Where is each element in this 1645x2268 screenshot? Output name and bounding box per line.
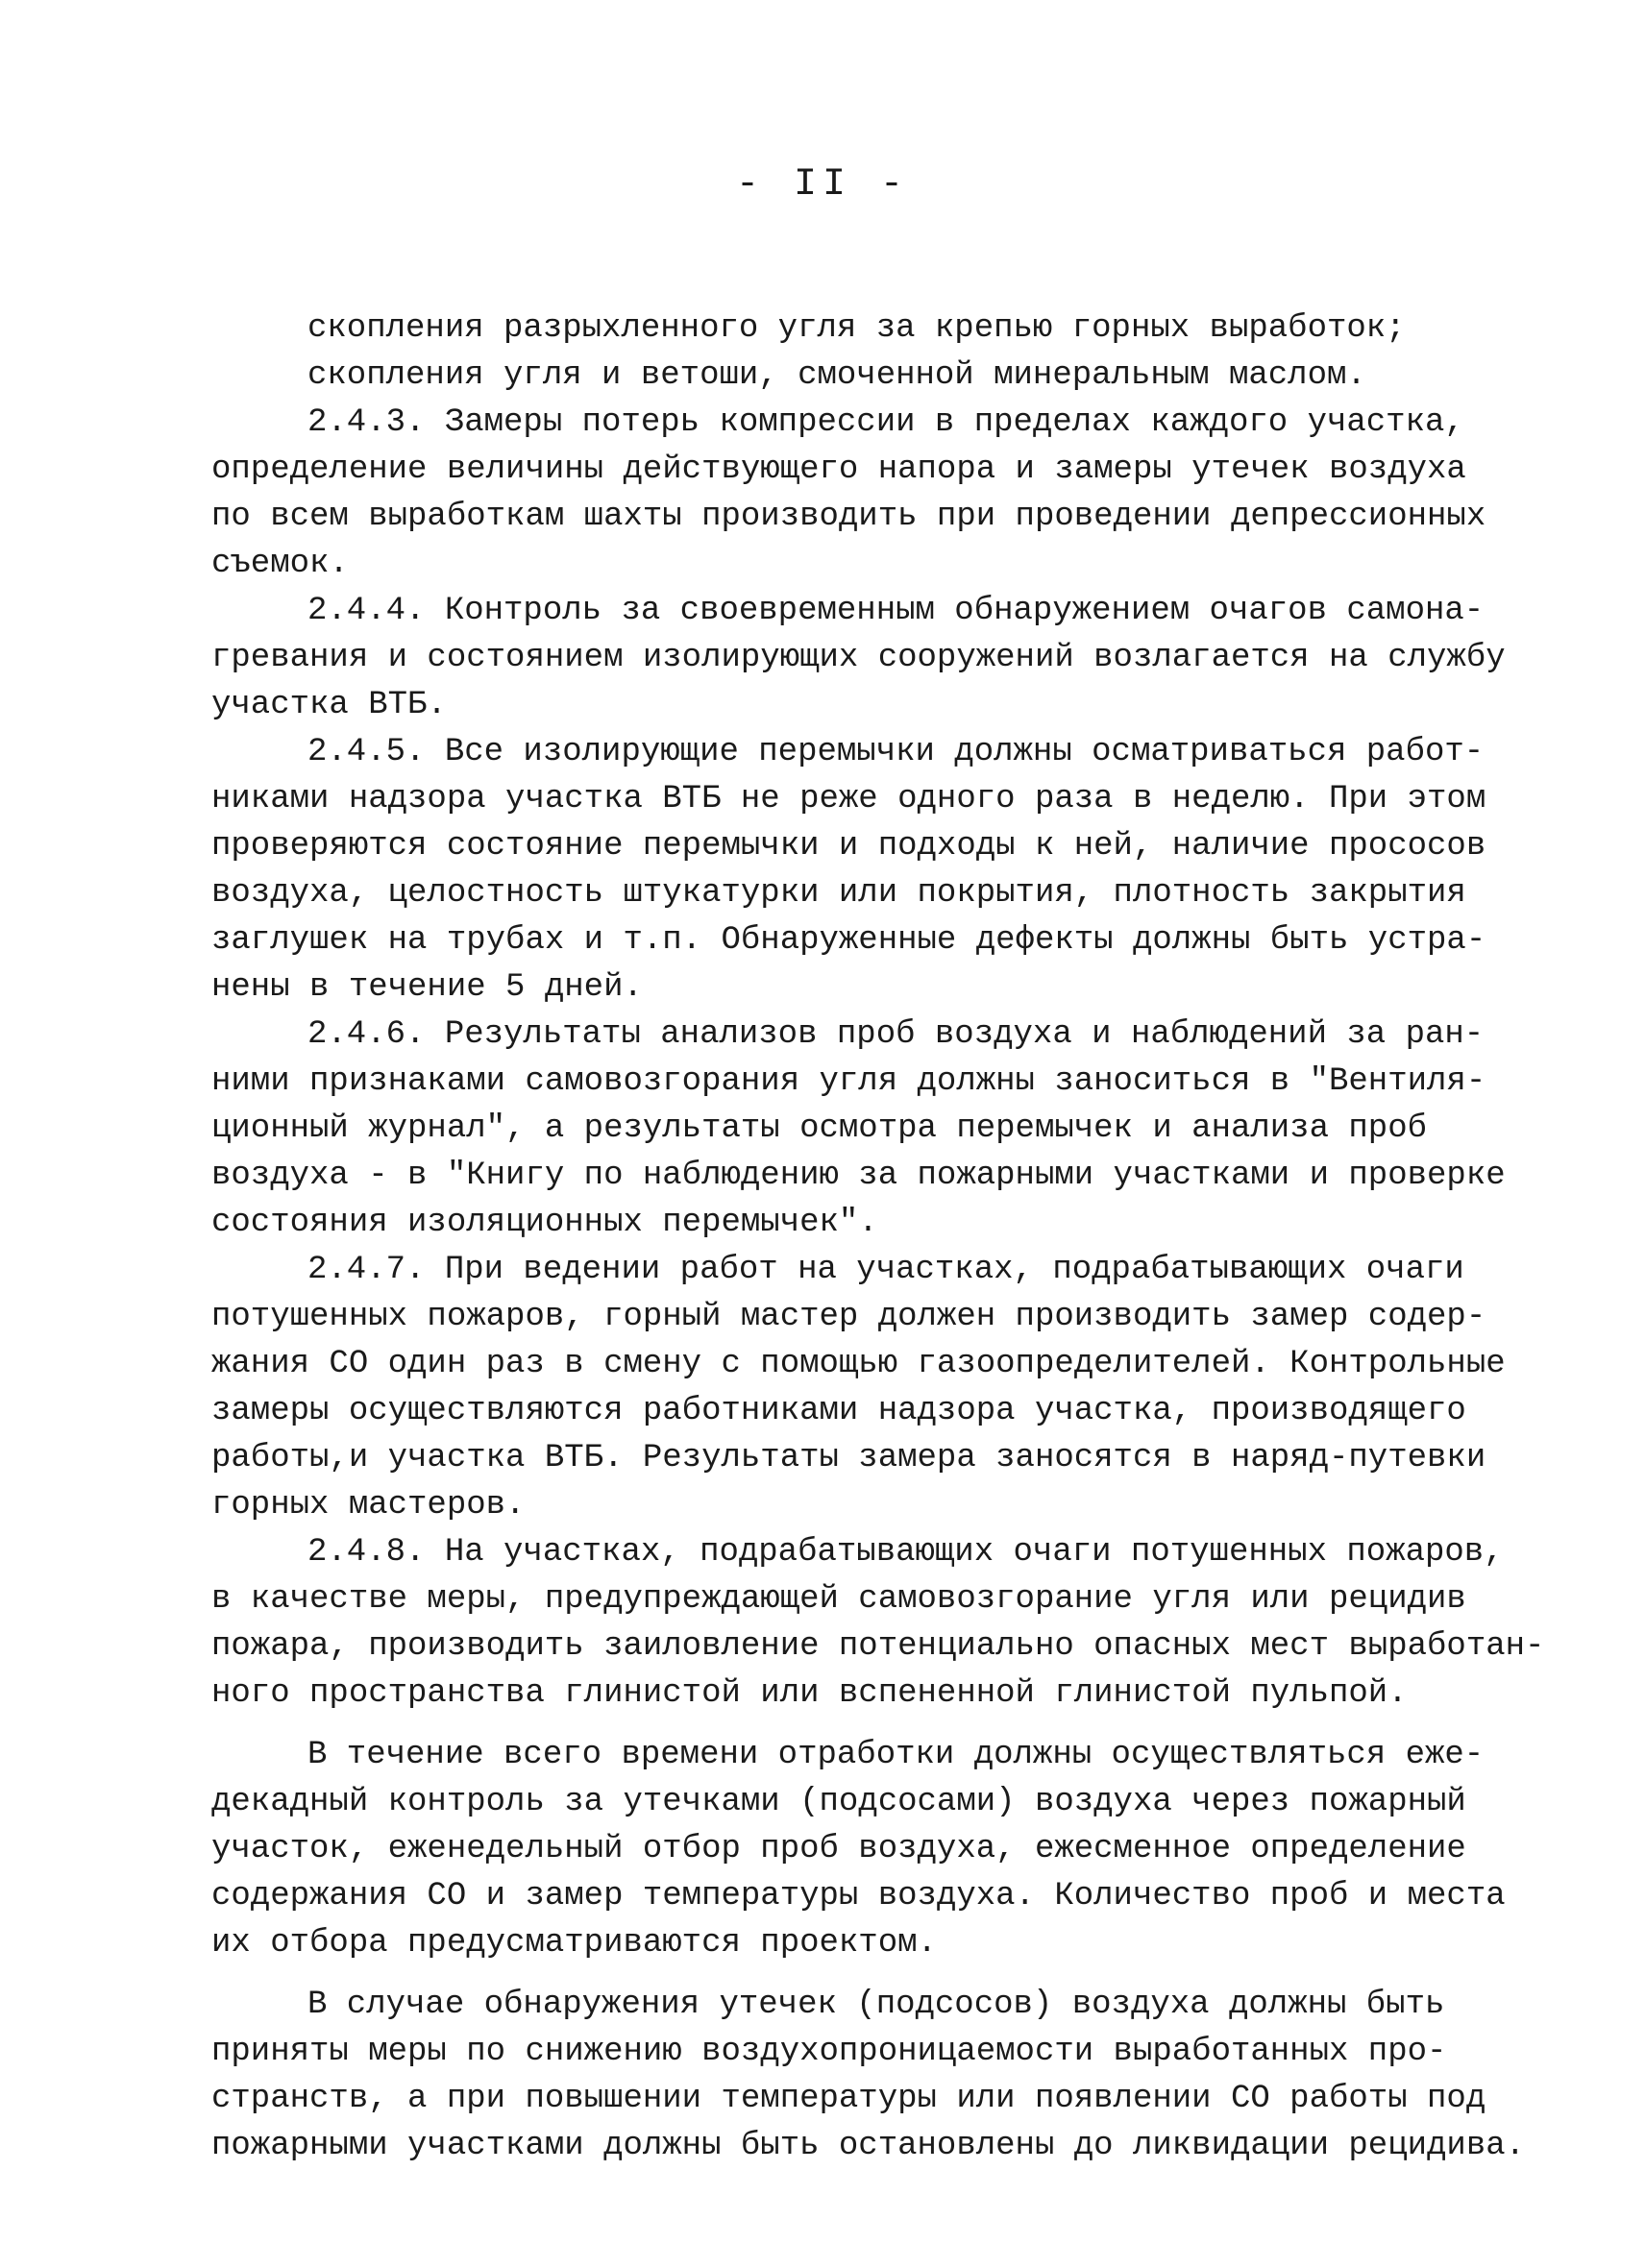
paragraph-line: декадный контроль за утечками (подсосами) воздуха через пожарный [211,1784,1466,1820]
paragraph-line: по всем выработкам шахты производить при проведении депрессионных [211,499,1486,535]
paragraph-first-line: 2.4.5. Все изолирующие перемычки должны осматриваться работ- [307,734,1485,770]
paragraph [211,1529,1545,1718]
paragraph-line: воздуха, целостность штукатурки или покрытия, плотность закрытия [211,875,1466,912]
paragraph-first-line: 2.4.6. Результаты анализов проб воздуха и наблюдений за ран- [307,1016,1485,1053]
paragraph-first-line: В случае обнаружения утечек (подсосов) воздуха должны быть [307,1987,1445,2023]
page-number: - II - [735,163,910,207]
paragraph [211,729,1486,1012]
paragraph-line: жания СО один раз в смену с помощью газоопределителей. Контрольные [211,1346,1506,1382]
paragraph-line: потушенных пожаров, горный мастер должен производить замер содер- [211,1299,1486,1335]
paragraph [211,1732,1506,1967]
paragraph-line: ного пространства глинистой или вспененной глинистой пульпой. [211,1675,1408,1712]
paragraph [211,1012,1506,1247]
paragraph [211,400,1486,588]
paragraph-line: участка ВТБ. [211,687,447,723]
paragraph-line: пожарными участками должны быть остановлены до ликвидации рецидива. [211,2128,1526,2164]
paragraph-line: в качестве меры, предупреждающей самовозгорание угля или рецидив [211,1581,1466,1618]
paragraph-line: странств, а при повышении температуры или появлении СО работы под [211,2081,1486,2117]
paragraph-first-line: скопления угля и ветоши, смоченной минеральным маслом. [307,357,1366,394]
paragraph-line: гревания и состоянием изолирующих сооружений возлагается на службу [211,640,1506,676]
paragraph-line: состояния изоляционных перемычек". [211,1205,878,1241]
paragraph-line: съемок. [211,546,349,582]
paragraph-line: воздуха - в "Книгу по наблюдению за пожарными участками и проверке [211,1158,1506,1194]
document-body [211,305,1545,2170]
paragraph-line: проверяются состояние перемычки и подходы к ней, наличие прососов [211,828,1486,865]
paragraph-line: ционный журнал", а результаты осмотра перемычек и анализа проб [211,1110,1428,1147]
paragraph-first-line: 2.4.8. На участках, подрабатывающих очаги потушенных пожаров, [307,1534,1504,1571]
paragraph-first-line: 2.4.4. Контроль за своевременным обнаружением очагов самона- [307,593,1485,629]
paragraph-line: пожара, производить заиловление потенциально опасных мест выработан- [211,1628,1545,1665]
paragraph-line: их отбора предусматриваются проектом. [211,1925,937,1962]
paragraph-first-line: В течение всего времени отработки должны осуществляться еже- [307,1737,1485,1773]
paragraph-line: горных мастеров. [211,1487,526,1524]
paragraph-line: содержания СО и замер температуры воздуха. Количество проб и места [211,1878,1506,1914]
paragraph [211,1982,1526,2170]
paragraph-line: заглушек на трубах и т.п. Обнаруженные дефекты должны быть устра- [211,922,1486,959]
paragraph-line: работы,и участка ВТБ. Результаты замера заносятся в наряд-путевки [211,1440,1486,1476]
paragraph [211,588,1506,729]
paragraph [211,353,1461,400]
paragraph-first-line: скопления разрыхленного угля за крепью горных выработок; [307,310,1406,347]
paragraph [211,1247,1506,1529]
paragraph-line: определение величины действующего напора и замеры утечек воздуха [211,451,1466,488]
paragraph-line: приняты меры по снижению воздухопроницаемости выработанных про- [211,2034,1447,2070]
paragraph-line: ними признаками самовозгорания угля должны заноситься в "Вентиля- [211,1063,1486,1100]
paragraph [211,305,1461,353]
paragraph-line: никами надзора участка ВТБ не реже одного раза в неделю. При этом [211,781,1486,817]
paragraph-first-line: 2.4.3. Замеры потерь компрессии в пределах каждого участка, [307,404,1464,441]
paragraph-line: замеры осуществляются работниками надзора участка, производящего [211,1393,1466,1429]
paragraph-line: нены в течение 5 дней. [211,969,643,1006]
paragraph-first-line: 2.4.7. При ведении работ на участках, подрабатывающих очаги [307,1252,1464,1288]
paragraph-line: участок, еженедельный отбор проб воздуха, ежесменное определение [211,1831,1466,1867]
